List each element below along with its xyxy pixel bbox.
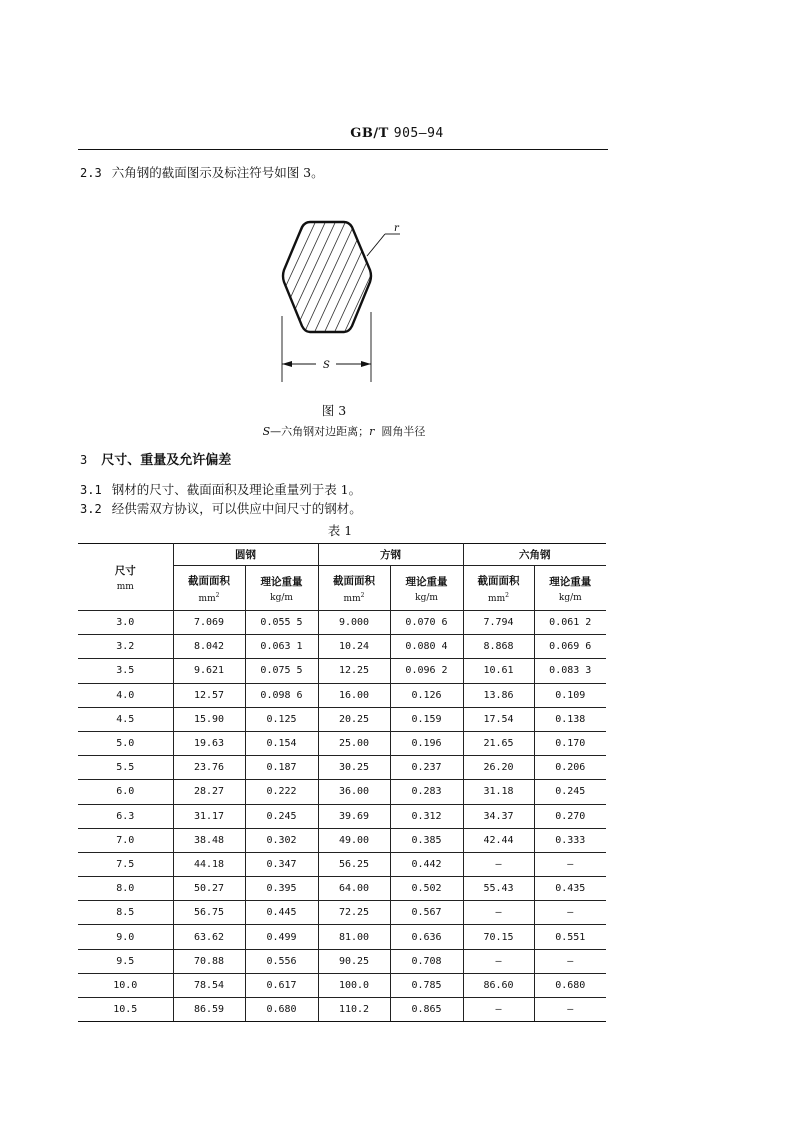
cell-square-area: 16.00 — [318, 683, 390, 707]
cell-hex-area: 26.20 — [463, 756, 534, 780]
cell-hex-weight: 0.069 6 — [534, 635, 606, 659]
cell-square-weight: 0.636 — [390, 925, 463, 949]
cell-round-weight: 0.222 — [245, 780, 318, 804]
cell-round-weight: 0.063 1 — [245, 635, 318, 659]
cell-round-area: 19.63 — [173, 731, 245, 755]
group-header-round-steel: 圆钢 — [173, 544, 318, 566]
cell-round-weight: 0.445 — [245, 901, 318, 925]
table-row — [78, 901, 606, 925]
area-header-unit — [319, 592, 390, 604]
area-unit-sup: 2 — [215, 591, 220, 599]
clause-3-2-number: 3.2 — [80, 502, 102, 516]
cell-hex-area: — — [463, 998, 534, 1022]
cell-hex-weight: 0.245 — [534, 780, 606, 804]
section-3-title: 尺寸、重量及允许偏差 — [101, 453, 232, 468]
clause-3-1-number: 3.1 — [80, 483, 102, 497]
cell-hex-area: 7.794 — [463, 611, 534, 635]
table-row — [78, 925, 606, 949]
cell-round-area: 12.57 — [173, 683, 245, 707]
cell-hex-weight: 0.109 — [534, 683, 606, 707]
cell-size: 5.5 — [78, 756, 173, 780]
standard-code-prefix: GB/T — [350, 126, 389, 141]
table-row — [78, 611, 606, 635]
cell-round-weight: 0.302 — [245, 828, 318, 852]
weight-header-unit: kg/m — [415, 592, 438, 603]
size-header-label: 尺寸 — [114, 564, 136, 577]
cell-hex-weight: 0.206 — [534, 756, 606, 780]
cell-round-weight: 0.680 — [245, 998, 318, 1022]
cell-hex-area: 8.868 — [463, 635, 534, 659]
cell-square-area: 72.25 — [318, 901, 390, 925]
cell-square-weight: 0.312 — [390, 804, 463, 828]
table-row — [78, 949, 606, 973]
cell-square-weight: 0.070 6 — [390, 611, 463, 635]
weight-header-label: 理论重量 — [260, 575, 303, 588]
table-1 — [78, 543, 606, 1022]
legend-symbol-s: S — [262, 425, 271, 438]
group-header-hexagon-steel: 六角钢 — [463, 544, 606, 566]
cell-size: 4.0 — [78, 683, 173, 707]
group-header-square-steel: 方钢 — [318, 544, 463, 566]
cell-hex-area: 31.18 — [463, 780, 534, 804]
table-row — [78, 998, 606, 1022]
cell-size: 7.5 — [78, 852, 173, 876]
section-3-number: 3 — [80, 453, 88, 467]
cell-size: 10.0 — [78, 973, 173, 997]
cell-size: 3.2 — [78, 635, 173, 659]
cell-round-weight: 0.499 — [245, 925, 318, 949]
area-unit-base: mm — [198, 593, 216, 604]
cell-round-area: 15.90 — [173, 707, 245, 731]
cell-square-weight: 0.080 4 — [390, 635, 463, 659]
area-unit-base: mm — [488, 593, 506, 604]
cell-square-area: 30.25 — [318, 756, 390, 780]
cell-hex-weight: 0.551 — [534, 925, 606, 949]
cell-size: 3.0 — [78, 611, 173, 635]
cell-hex-area: 55.43 — [463, 877, 534, 901]
cell-square-area: 90.25 — [318, 949, 390, 973]
cell-square-area: 20.25 — [318, 707, 390, 731]
dimension-label-s: S — [323, 360, 330, 371]
clause-2-3-number: 2.3 — [80, 166, 102, 180]
table-group-header-row — [78, 544, 606, 566]
hatching — [270, 212, 410, 342]
table-row — [78, 707, 606, 731]
cell-square-area: 10.24 — [318, 635, 390, 659]
cell-round-area: 44.18 — [173, 852, 245, 876]
cell-round-weight: 0.075 5 — [245, 659, 318, 683]
cell-hex-area: 42.44 — [463, 828, 534, 852]
size-column-header — [78, 544, 173, 611]
weight-header — [534, 566, 606, 611]
area-header-unit — [464, 592, 534, 604]
cell-square-weight: 0.126 — [390, 683, 463, 707]
cell-round-area: 7.069 — [173, 611, 245, 635]
cell-round-weight: 0.154 — [245, 731, 318, 755]
size-header-unit: mm — [116, 581, 134, 592]
cell-hex-weight: 0.138 — [534, 707, 606, 731]
weight-header-label: 理论重量 — [405, 575, 448, 588]
area-header-label: 截面面积 — [188, 574, 230, 587]
cell-size: 7.0 — [78, 828, 173, 852]
table-body — [78, 611, 606, 1022]
area-header-label: 截面面积 — [477, 574, 520, 587]
cell-square-weight: 0.567 — [390, 901, 463, 925]
cell-square-area: 39.69 — [318, 804, 390, 828]
legend-text-s: —六角钢对边距离； — [270, 425, 370, 438]
table-row — [78, 828, 606, 852]
weight-header — [390, 566, 463, 611]
cell-hex-area: 21.65 — [463, 731, 534, 755]
hexagon-section-figure — [270, 212, 420, 387]
cell-square-area: 9.000 — [318, 611, 390, 635]
cell-hex-weight: 0.435 — [534, 877, 606, 901]
cell-round-area: 38.48 — [173, 828, 245, 852]
cell-size: 8.0 — [78, 877, 173, 901]
clause-2-3-text: 六角钢的截面图示及标注符号如图 3。 — [111, 165, 324, 180]
clause-3-2-text: 经供需双方协议，可以供应中间尺寸的钢材。 — [111, 501, 362, 516]
cell-square-weight: 0.785 — [390, 973, 463, 997]
cell-square-weight: 0.237 — [390, 756, 463, 780]
header-rule — [78, 149, 608, 150]
cell-round-weight: 0.187 — [245, 756, 318, 780]
legend-symbol-r: r — [369, 425, 375, 438]
cell-hex-area: — — [463, 852, 534, 876]
cell-size: 10.5 — [78, 998, 173, 1022]
section-3-heading — [80, 449, 231, 468]
cell-square-area: 49.00 — [318, 828, 390, 852]
weight-header — [245, 566, 318, 611]
cell-square-area: 100.0 — [318, 973, 390, 997]
standard-code — [0, 126, 794, 141]
area-header — [463, 566, 534, 611]
cell-hex-area: — — [463, 949, 534, 973]
radius-leader — [367, 234, 385, 256]
cell-square-weight: 0.283 — [390, 780, 463, 804]
table-row — [78, 852, 606, 876]
cell-round-weight: 0.556 — [245, 949, 318, 973]
table-row — [78, 804, 606, 828]
clause-2-3 — [80, 163, 324, 181]
cell-round-area: 70.88 — [173, 949, 245, 973]
dimension-arrow-left — [282, 361, 292, 367]
area-unit-base: mm — [343, 593, 361, 604]
cell-hex-weight: 0.170 — [534, 731, 606, 755]
weight-header-unit: kg/m — [558, 592, 582, 603]
table-row — [78, 973, 606, 997]
cell-round-area: 56.75 — [173, 901, 245, 925]
cell-round-weight: 0.055 5 — [245, 611, 318, 635]
cell-hex-area: — — [463, 901, 534, 925]
cell-square-area: 81.00 — [318, 925, 390, 949]
area-unit-sup: 2 — [360, 591, 365, 599]
cell-round-weight: 0.395 — [245, 877, 318, 901]
legend-text-r: 圆角半径 — [374, 425, 426, 438]
clause-3-2 — [80, 499, 362, 517]
cell-round-weight: 0.098 6 — [245, 683, 318, 707]
table-caption: 表 1 — [327, 523, 353, 538]
cell-round-area: 63.62 — [173, 925, 245, 949]
radius-label: r — [394, 223, 399, 234]
cell-hex-area: 34.37 — [463, 804, 534, 828]
cell-hex-weight: — — [534, 901, 606, 925]
cell-hex-weight: 0.270 — [534, 804, 606, 828]
cell-hex-area: 70.15 — [463, 925, 534, 949]
area-header-unit — [174, 592, 245, 604]
area-header-label: 截面面积 — [333, 574, 375, 587]
hexagon-outline — [283, 222, 371, 332]
cell-hex-area: 10.61 — [463, 659, 534, 683]
cell-round-area: 23.76 — [173, 756, 245, 780]
cell-round-area: 31.17 — [173, 804, 245, 828]
cell-size: 5.0 — [78, 731, 173, 755]
weight-header-label: 理论重量 — [549, 575, 592, 588]
cell-round-area: 78.54 — [173, 973, 245, 997]
dimension-arrow-right — [361, 361, 371, 367]
cell-hex-weight: — — [534, 998, 606, 1022]
table-row — [78, 659, 606, 683]
cell-hex-area: 86.60 — [463, 973, 534, 997]
table-row — [78, 683, 606, 707]
area-header — [318, 566, 390, 611]
cell-square-area: 56.25 — [318, 852, 390, 876]
figure-caption: 图 3 — [321, 403, 347, 418]
cell-round-area: 9.621 — [173, 659, 245, 683]
table-row — [78, 756, 606, 780]
cell-square-weight: 0.708 — [390, 949, 463, 973]
cell-round-weight: 0.125 — [245, 707, 318, 731]
cell-round-area: 50.27 — [173, 877, 245, 901]
cell-hex-weight: 0.083 3 — [534, 659, 606, 683]
cell-hex-weight: 0.680 — [534, 973, 606, 997]
cell-size: 6.3 — [78, 804, 173, 828]
cell-square-weight: 0.865 — [390, 998, 463, 1022]
cell-round-weight: 0.617 — [245, 973, 318, 997]
cell-size: 9.0 — [78, 925, 173, 949]
cell-square-weight: 0.096 2 — [390, 659, 463, 683]
table-row — [78, 877, 606, 901]
standard-code-number: 905—94 — [393, 126, 444, 141]
weight-header-unit: kg/m — [270, 592, 293, 603]
cell-square-area: 25.00 — [318, 731, 390, 755]
cell-round-weight: 0.245 — [245, 804, 318, 828]
cell-round-area: 28.27 — [173, 780, 245, 804]
cell-hex-weight: — — [534, 852, 606, 876]
cell-size: 6.0 — [78, 780, 173, 804]
cell-square-area: 64.00 — [318, 877, 390, 901]
cell-square-weight: 0.196 — [390, 731, 463, 755]
clause-3-1 — [80, 480, 361, 498]
cell-size: 4.5 — [78, 707, 173, 731]
cell-square-area: 36.00 — [318, 780, 390, 804]
cell-hex-area: 17.54 — [463, 707, 534, 731]
table-row — [78, 731, 606, 755]
cell-hex-weight: 0.333 — [534, 828, 606, 852]
cell-size: 9.5 — [78, 949, 173, 973]
cell-square-area: 110.2 — [318, 998, 390, 1022]
cell-square-weight: 0.159 — [390, 707, 463, 731]
cell-square-weight: 0.385 — [390, 828, 463, 852]
cell-square-weight: 0.442 — [390, 852, 463, 876]
cell-round-weight: 0.347 — [245, 852, 318, 876]
clause-3-1-text: 钢材的尺寸、截面面积及理论重量列于表 1。 — [111, 482, 362, 497]
cell-round-area: 8.042 — [173, 635, 245, 659]
table-row — [78, 780, 606, 804]
cell-size: 8.5 — [78, 901, 173, 925]
figure-legend — [0, 423, 688, 439]
cell-size: 3.5 — [78, 659, 173, 683]
cell-hex-weight: 0.061 2 — [534, 611, 606, 635]
cell-square-weight: 0.502 — [390, 877, 463, 901]
cell-round-area: 86.59 — [173, 998, 245, 1022]
cell-hex-area: 13.86 — [463, 683, 534, 707]
table-row — [78, 635, 606, 659]
cell-square-area: 12.25 — [318, 659, 390, 683]
area-header — [173, 566, 245, 611]
area-unit-sup: 2 — [505, 591, 509, 599]
cell-hex-weight: — — [534, 949, 606, 973]
